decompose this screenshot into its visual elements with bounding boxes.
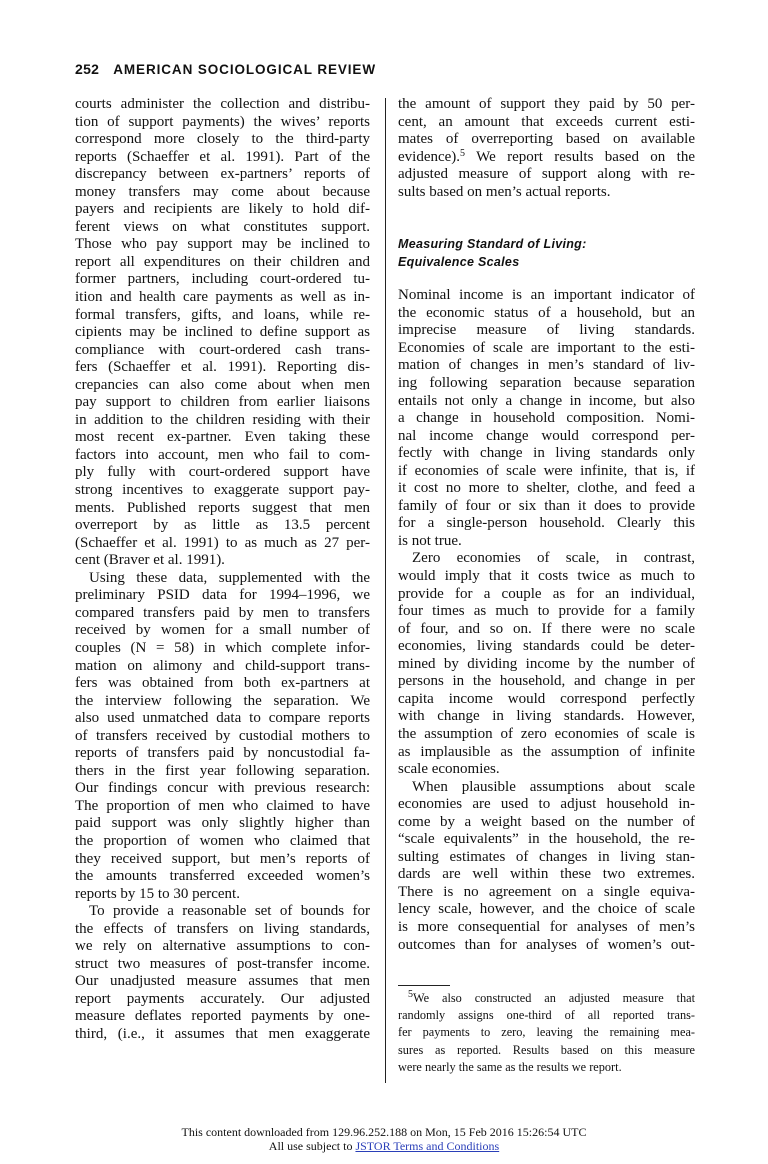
text-line: There is no agreement on a single equiva- <box>398 883 695 900</box>
text-line: pay support to children from earlier liaisons <box>75 394 370 411</box>
text-line: dards are well within these two extremes. <box>398 866 695 883</box>
text-line: also used unmatched data to compare reports <box>75 710 370 727</box>
text-line: Our findings concur with previous research: <box>75 780 370 797</box>
text-line: with change in living standards. However, <box>398 708 695 725</box>
text-line: mined by dividing income by the number of <box>398 655 695 672</box>
footnote-reference[interactable]: 5 <box>460 147 466 159</box>
footnote <box>398 990 695 1076</box>
text-line: evidence).$^5$ We report results based on the <box>398 147 695 165</box>
text-line: (Schaeffer et al. 1991) to as much as 27 per- <box>75 534 370 551</box>
text-line: the proportion of women who claimed that <box>75 832 370 849</box>
text-line: mation of changes in men’s standard of liv- <box>398 357 695 374</box>
text-line: When plausible assumptions about scale <box>412 778 695 795</box>
left-column <box>75 96 370 1044</box>
text-line: mation on alimony and child-support trans- <box>75 657 370 674</box>
text-line: the assumption of zero economies of scale is <box>398 725 695 742</box>
continued-paragraph <box>398 96 695 201</box>
text-line: the economic status of a household, but an <box>398 304 695 321</box>
text-line: reports of transfers paid by noncustodial fa- <box>75 745 370 762</box>
text-line: ply fully with court-ordered support have <box>75 464 370 481</box>
text-line: come by a weight based on the number of <box>398 813 695 830</box>
text-line: fers was obtained from both ex-partners at <box>75 675 370 692</box>
text-line: the amount of support they paid by 50 per- <box>398 96 695 112</box>
text-line: report payments accurately. Our adjusted <box>75 990 370 1007</box>
text-line: fers (Schaeffer et al. 1991). Reporting dis- <box>75 359 370 376</box>
text-line: measure deflates reported payments by one- <box>75 1008 370 1025</box>
text-line: is more consequential for analyses of men’s <box>398 918 695 935</box>
section-body <box>398 287 695 954</box>
download-notice: This content downloaded from 129.96.252.188 on Mon, 15 Feb 2016 15:26:54 UTC <box>181 1125 587 1139</box>
footnote-line: $^5$We also constructed an adjusted measure that <box>408 989 695 1005</box>
text-line: overreport by as little as 13.5 percent <box>75 517 370 534</box>
text-line: correspond more closely to the third-party <box>75 131 370 148</box>
paragraph <box>398 550 695 778</box>
text-line: cipients may be inclined to define support as <box>75 324 370 341</box>
journal-title: AMERICAN SOCIOLOGICAL REVIEW <box>113 62 376 77</box>
text-line: paid support was only slightly higher than <box>75 815 370 832</box>
text-line: crepancies can also come about when men <box>75 376 370 393</box>
text-line: ition and health care payments as well as in- <box>75 289 370 306</box>
text-line: mates of overreporting based on available <box>398 131 695 148</box>
text-line: it cost no more to shelter, clothe, and feed a <box>398 480 695 497</box>
page-number: 252 <box>75 61 100 77</box>
text-line: strong incentives to exaggerate support pay- <box>75 482 370 499</box>
paragraph <box>398 779 695 954</box>
text-line: the amounts transferred exceeded women’s <box>75 868 370 885</box>
text-line: lency scale, however, and the choice of scale <box>398 901 695 918</box>
paragraph <box>398 287 695 550</box>
text-line: imprecise measure of living standards. <box>398 322 695 339</box>
text-line: is not true. <box>398 532 462 549</box>
text-line: formal transfers, gifts, and loans, while re- <box>75 306 370 323</box>
text-line: ferent views on what constitutes support. <box>75 218 370 235</box>
text-line: persons in the household, and change in per <box>398 673 695 690</box>
text-line: in addition to the children residing with their <box>75 411 370 428</box>
text-line: payers and recipients are likely to hold dif- <box>75 201 370 218</box>
text-line: reports by 15 to 30 percent. <box>75 885 240 902</box>
text-line: of four, and so on. If there were no scale <box>398 620 695 637</box>
text-line: adjusted measure of support along with re- <box>398 166 695 183</box>
text-line: report all expenditures on their children and <box>75 253 370 270</box>
text-line: thers in the first year following separation. <box>75 762 370 779</box>
text-line: fectly with change in living standards only <box>398 445 695 462</box>
text-line: reports (Schaeffer et al. 1991). Part of the <box>75 148 370 165</box>
text-line: compared transfers paid by men to transfers <box>75 604 370 621</box>
text-line: outcomes than for analyses of women’s out- <box>398 936 695 953</box>
footnote-line: fer payments to zero, leaving the remaining mea- <box>398 1025 695 1040</box>
text-line: To provide a reasonable set of bounds for <box>89 903 370 920</box>
text-line: couples (N = 58) in which complete infor- <box>75 639 370 656</box>
footnote-line: were nearly the same as the results we report. <box>398 1059 622 1074</box>
text-line: Zero economies of scale, in contrast, <box>412 550 695 567</box>
text-line: third, (i.e., it assumes that men exaggerate <box>75 1025 370 1042</box>
footnote-line: sures as reported. Results based on this measure <box>398 1042 695 1057</box>
text-line: scale economies. <box>398 761 500 778</box>
text-line: four times as much to provide for a family <box>398 603 695 620</box>
text-line: ments. Published reports suggest that men <box>75 499 370 516</box>
footnote-line: randomly assigns one-third of all reported trans- <box>398 1008 695 1023</box>
text-line: sults based on men’s actual reports. <box>398 183 611 200</box>
text-line: cent (Braver et al. 1991). <box>75 552 225 569</box>
text-line: Economies of scale are important to the esti- <box>398 339 695 356</box>
column-divider <box>385 98 386 1083</box>
paragraph <box>75 96 370 570</box>
text-line: received by women for a small number of <box>75 622 370 639</box>
text-line: tion of support payments) the wives’ reports <box>75 113 370 130</box>
text-line: “scale equivalents” in the household, the re- <box>398 831 695 848</box>
text-line: family of four or six than it does to provide <box>398 497 695 514</box>
text-line: they received support, but men’s reports of <box>75 850 370 867</box>
text-line: we rely on alternative assumptions to con- <box>75 938 370 955</box>
text-line: entails not only a change in income, but also <box>398 392 695 409</box>
text-line: sulting estimates of changes in living stan- <box>398 848 695 865</box>
text-line: economies are used to adjust household in- <box>398 796 695 813</box>
paragraph <box>75 570 370 903</box>
text-line: nal income change would correspond per- <box>398 427 695 444</box>
text-line: the interview following the separation. We <box>75 692 370 709</box>
running-header <box>75 61 376 79</box>
jstor-terms-link[interactable]: JSTOR Terms and Conditions <box>355 1139 500 1153</box>
section-heading: Measuring Standard of Living: Equivalence Scales <box>398 237 587 270</box>
text-line: a change in household composition. Nomi- <box>398 410 695 427</box>
text-line: economies, living standards could be deter- <box>398 638 695 655</box>
text-line: money transfers may come about because <box>75 183 370 200</box>
text-line: The proportion of men who claimed to have <box>75 797 370 814</box>
paragraph <box>75 903 370 1043</box>
text-line: Nominal income is an important indicator of <box>398 287 695 304</box>
text-line: ing following separation because separation <box>398 375 695 392</box>
text-line: of transfers received by custodial mothers to <box>75 727 370 744</box>
text-line: factors into account, men who fail to com- <box>75 446 370 463</box>
text-line: Our unadjusted measure assumes that men <box>75 973 370 990</box>
text-line: Those who pay support may be inclined to <box>75 236 370 253</box>
text-line: would imply that it costs twice as much to <box>398 568 695 585</box>
terms-line: All use subject to JSTOR Terms and Conditions <box>268 1139 500 1153</box>
text-line: former partners, including court-ordered tu- <box>75 271 370 288</box>
download-footer <box>0 1125 768 1153</box>
right-column <box>398 96 695 954</box>
text-line: provide for a couple as for an individual, <box>398 585 695 602</box>
text-line: for a single-person household. Clearly this <box>398 515 695 532</box>
text-line: capita income would correspond perfectly <box>398 690 695 707</box>
text-line: cent, an amount that exceeds current esti- <box>398 113 695 130</box>
footnote-marker: 5 <box>408 989 413 1000</box>
text-line: the effects of transfers on living standards, <box>75 920 370 937</box>
text-line: as implausible as the assumption of infinite <box>398 743 695 760</box>
text-line: courts administer the collection and distribu- <box>75 96 370 112</box>
text-line: if economies of scale were infinite, that is, if <box>398 462 695 479</box>
text-line: discrepancy between ex-partners’ reports of <box>75 166 370 183</box>
text-line: compliance with court-ordered cash trans- <box>75 341 370 358</box>
text-line: most recent ex-partner. Even taking these <box>75 429 370 446</box>
text-line: Using these data, supplemented with the <box>89 569 370 586</box>
text-line: struct two measures of post-transfer income. <box>75 955 370 972</box>
footnote-divider <box>398 985 450 986</box>
text-line: preliminary PSID data for 1994–1996, we <box>75 587 370 604</box>
